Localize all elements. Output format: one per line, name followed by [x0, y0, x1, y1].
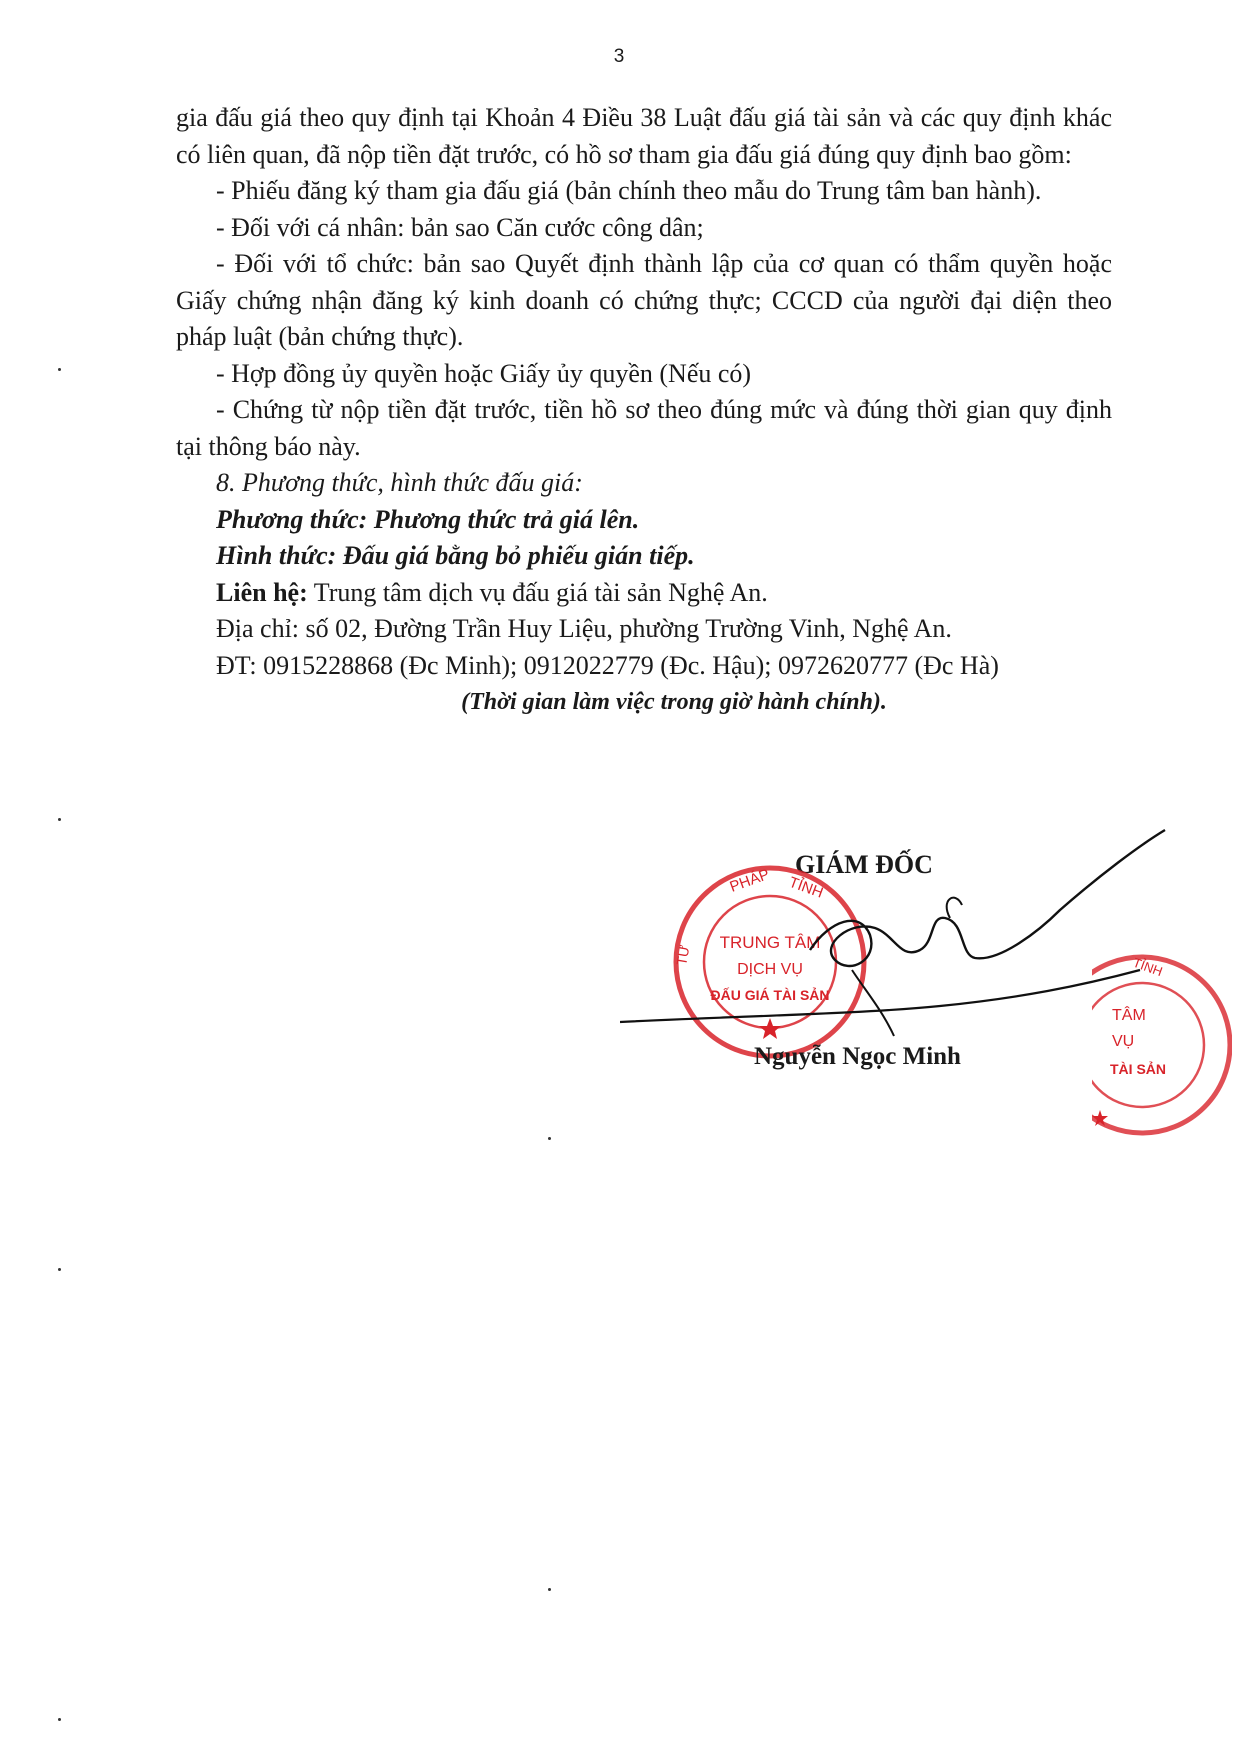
contact-label: Liên hệ: [216, 577, 308, 607]
requirement-item: - Hợp đồng ủy quyền hoặc Giấy ủy quyền (Nếu có) [216, 358, 752, 388]
address-line: Địa chỉ: số 02, Đường Trần Huy Liệu, phường Trường Vinh, Nghệ An. [216, 614, 952, 643]
seal-line: VỤ [1112, 1033, 1135, 1050]
auction-method: Phương thức: Phương thức trả giá lên. [216, 504, 640, 534]
document-body [176, 100, 1112, 721]
contact-value: Trung tâm dịch vụ đấu giá tài sản Nghệ An. [307, 577, 768, 607]
seal-line: TÀI SẢN [1110, 1061, 1166, 1077]
auction-form [176, 538, 1112, 575]
seal-line: DỊCH VỤ [737, 961, 803, 978]
auction-form-value: Đấu giá bằng bỏ phiếu gián tiếp. [336, 541, 695, 570]
scan-speck [58, 1268, 61, 1271]
scan-speck [58, 818, 61, 821]
contact-line [176, 575, 1112, 612]
seal-line: TÂM [1112, 1007, 1146, 1024]
seal-arc-text: TỈNH [786, 873, 826, 902]
phone-line: ĐT: 0915228868 (Đc Minh); 0912022779 (Đc. Hậu); 0972620777 (Đc Hà) [216, 650, 999, 680]
seal-line: TRUNG TÂM [719, 933, 821, 952]
requirement-item: - Đối với tổ chức: bản sao Quyết định thành lập của cơ quan có thẩm quyền hoặc Giấy chứng nhận đăng ký kinh doanh có chứng thực; CCCD của người đại diện theo pháp luật (bản chứng thực). [176, 249, 1112, 351]
requirement-item: - Phiếu đăng ký tham gia đấu giá (bản chính theo mẫu do Trung tâm ban hành). [216, 176, 1042, 205]
scan-speck [58, 368, 61, 371]
handwritten-signature [620, 800, 1180, 1060]
seal-arc-text: PHÁP [727, 865, 772, 896]
requirement-item: - Đối với cá nhân: bản sao Căn cước công dân; [216, 212, 704, 242]
seal-arc-text: TƯ [673, 943, 693, 967]
director-title: GIÁM ĐỐC [795, 850, 933, 879]
requirement-item: - Chứng từ nộp tiền đặt trước, tiền hồ sơ theo đúng mức và đúng thời gian quy định tại thông báo này. [176, 395, 1112, 461]
page-number: 3 [613, 46, 625, 67]
working-hours-note: (Thời gian làm việc trong giờ hành chính). [461, 689, 887, 715]
scan-speck [548, 1137, 551, 1140]
auction-form-label: Hình thức: [216, 541, 337, 570]
section-8-heading: 8. Phương thức, hình thức đấu giá: [216, 468, 583, 497]
scan-speck [58, 1718, 61, 1721]
scan-speck [548, 1588, 551, 1591]
seal-line: ĐẤU GIÁ TÀI SẢN [710, 987, 830, 1003]
intro-paragraph: gia đấu giá theo quy định tại Khoản 4 Điều 38 Luật đấu giá tài sản và các quy định khác có liên quan, đã nộp tiền đặt trước, có hồ sơ tham gia đấu giá đúng quy định bao gồm: [176, 103, 1112, 169]
seal-arc-text: TỈNH [1130, 954, 1165, 980]
signer-name: Nguyễn Ngọc Minh [754, 1043, 961, 1070]
